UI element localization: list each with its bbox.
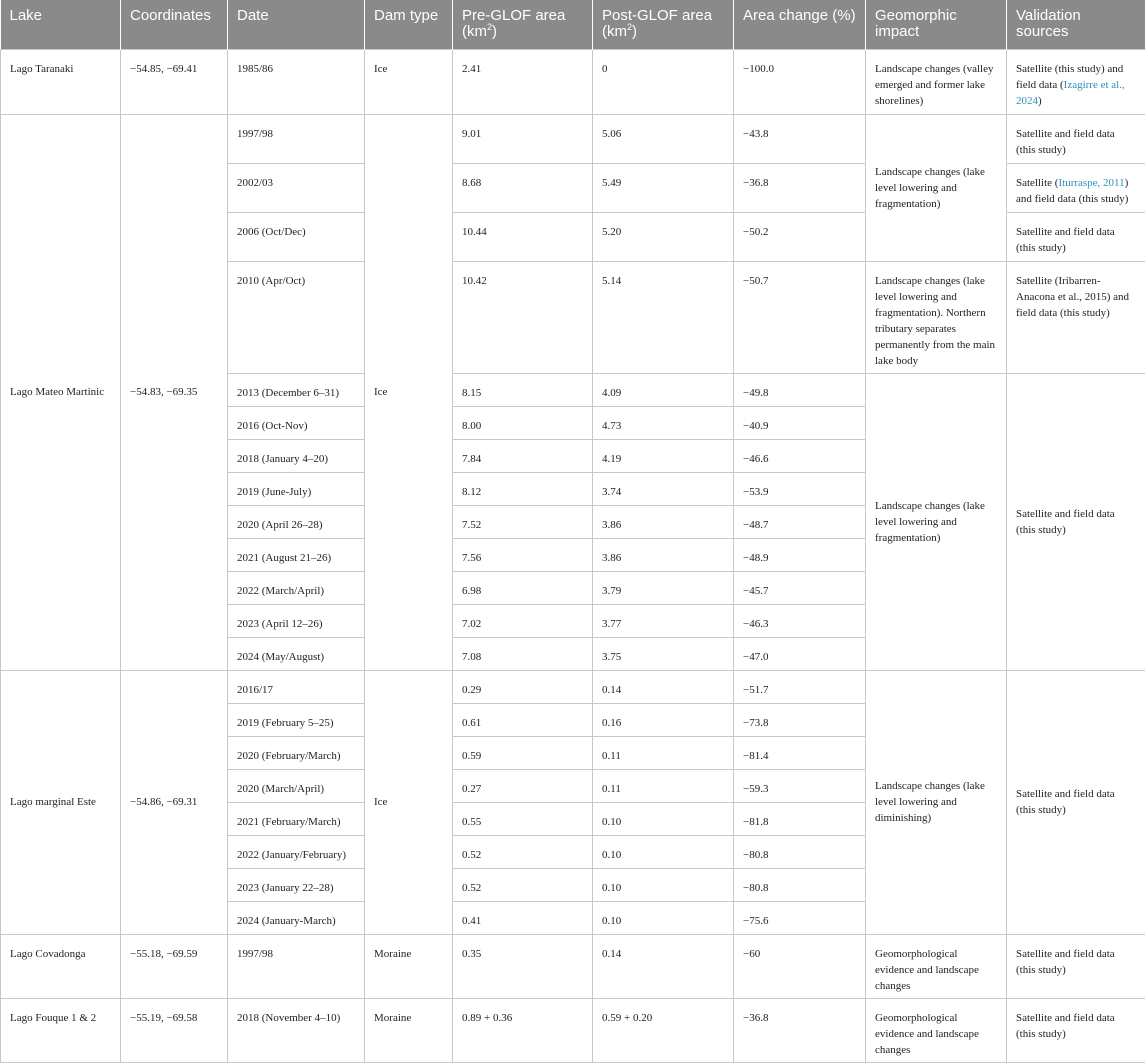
pre-area: 10.42 (453, 261, 593, 373)
validation-sources: Satellite and field data (this study) (1007, 114, 1145, 163)
pre-area: 6.98 (453, 571, 593, 604)
area-change: −48.7 (734, 505, 866, 538)
area-change: −100.0 (734, 49, 866, 114)
post-area: 3.74 (593, 472, 734, 505)
pre-area: 8.00 (453, 406, 593, 439)
pre-area: 0.55 (453, 802, 593, 835)
area-change: −59.3 (734, 769, 866, 802)
pre-area: 0.89 + 0.36 (453, 998, 593, 1062)
dam-type: Moraine (365, 934, 453, 998)
pre-area: 8.68 (453, 163, 593, 212)
date: 2016 (Oct-Nov) (228, 406, 365, 439)
dam-type: Ice (365, 670, 453, 934)
area-change: −80.8 (734, 868, 866, 901)
paren: ) (632, 23, 637, 40)
lake-name: Lago Mateo Martinic (1, 114, 121, 670)
date: 2023 (April 12–26) (228, 604, 365, 637)
coordinates: −55.18, −69.59 (121, 934, 228, 998)
date: 2022 (March/April) (228, 571, 365, 604)
area-change: −45.7 (734, 571, 866, 604)
post-area: 3.75 (593, 637, 734, 670)
geomorphic-impact: Geomorphological evidence and landscape changes (866, 934, 1007, 998)
pre-area: 0.59 (453, 736, 593, 769)
geomorphic-impact: Landscape changes (lake level lowering and diminishing) (866, 670, 1007, 934)
area-change: −51.7 (734, 670, 866, 703)
pre-area: 7.84 (453, 439, 593, 472)
header-post-glof-area (593, 0, 734, 49)
date: 2019 (February 5–25) (228, 703, 365, 736)
pre-area: 9.01 (453, 114, 593, 163)
citation-link[interactable]: Iturraspe, 2011 (1058, 177, 1124, 189)
pre-area: 0.41 (453, 901, 593, 934)
pre-area: 8.15 (453, 373, 593, 406)
date: 2018 (November 4–10) (228, 998, 365, 1062)
superscript: 2 (627, 22, 632, 32)
date: 2020 (February/March) (228, 736, 365, 769)
area-change: −36.8 (734, 163, 866, 212)
area-change: −46.3 (734, 604, 866, 637)
date: 2002/03 (228, 163, 365, 212)
lake-name: Lago marginal Este (1, 670, 121, 934)
validation-sources: Satellite and field data (this study) (1007, 934, 1145, 998)
date: 2019 (June-July) (228, 472, 365, 505)
pre-area: 7.02 (453, 604, 593, 637)
header-dam-type: Dam type (365, 0, 453, 49)
date: 1997/98 (228, 934, 365, 998)
date: 2006 (Oct/Dec) (228, 212, 365, 261)
area-change: −73.8 (734, 703, 866, 736)
dam-type: Moraine (365, 998, 453, 1062)
table-row (1, 114, 1145, 163)
validation-sources: Satellite and field data (this study) (1007, 373, 1145, 670)
validation-sources: Satellite and field data (this study) (1007, 998, 1145, 1062)
area-change: −53.9 (734, 472, 866, 505)
post-area: 0.10 (593, 901, 734, 934)
post-area: 3.79 (593, 571, 734, 604)
post-area: 0 (593, 49, 734, 114)
date: 2021 (February/March) (228, 802, 365, 835)
lake-name: Lago Covadonga (1, 934, 121, 998)
paren: ) (492, 23, 497, 40)
header-pre-text: Pre-GLOF area (km (462, 7, 565, 40)
date: 2024 (May/August) (228, 637, 365, 670)
date: 2023 (January 22–28) (228, 868, 365, 901)
date: 2020 (April 26–28) (228, 505, 365, 538)
pre-area: 0.35 (453, 934, 593, 998)
post-area: 5.14 (593, 261, 734, 373)
header-date: Date (228, 0, 365, 49)
dam-type: Ice (365, 49, 453, 114)
pre-area: 2.41 (453, 49, 593, 114)
header-geomorphic-impact: Geomorphic impact (866, 0, 1007, 49)
area-change: −80.8 (734, 835, 866, 868)
area-change: −36.8 (734, 998, 866, 1062)
pre-area: 0.29 (453, 670, 593, 703)
coordinates: −55.19, −69.58 (121, 998, 228, 1062)
table-row (1, 998, 1145, 1062)
post-area: 3.86 (593, 538, 734, 571)
pre-area: 0.61 (453, 703, 593, 736)
geomorphic-impact: Landscape changes (valley emerged and former lake shorelines) (866, 49, 1007, 114)
coordinates: −54.83, −69.35 (121, 114, 228, 670)
area-change: −50.7 (734, 261, 866, 373)
header-validation-sources: Validation sources (1007, 0, 1145, 49)
pre-area: 7.52 (453, 505, 593, 538)
post-area: 5.49 (593, 163, 734, 212)
post-area: 0.11 (593, 736, 734, 769)
geomorphic-impact: Geomorphological evidence and landscape changes (866, 998, 1007, 1062)
geomorphic-impact: Landscape changes (lake level lowering and fragmentation) (866, 114, 1007, 261)
date: 2022 (January/February) (228, 835, 365, 868)
header-post-text: Post-GLOF area (km (602, 7, 712, 40)
post-area: 0.14 (593, 934, 734, 998)
pre-area: 0.52 (453, 868, 593, 901)
citation-link[interactable]: Izagirre et al., 2024 (1016, 79, 1125, 107)
area-change: −48.9 (734, 538, 866, 571)
superscript: 2 (487, 22, 492, 32)
table-row (1, 49, 1145, 114)
post-area: 5.06 (593, 114, 734, 163)
post-area: 5.20 (593, 212, 734, 261)
table-row (1, 934, 1145, 998)
post-area: 3.86 (593, 505, 734, 538)
area-change: −40.9 (734, 406, 866, 439)
pre-area: 8.12 (453, 472, 593, 505)
validation-text: ) and field data (this study) (1016, 177, 1128, 205)
date: 2010 (Apr/Oct) (228, 261, 365, 373)
validation-sources: Satellite and field data (this study) (1007, 212, 1145, 261)
table-header (1, 0, 1145, 49)
post-area: 0.16 (593, 703, 734, 736)
lake-name: Lago Taranaki (1, 49, 121, 114)
pre-area: 0.27 (453, 769, 593, 802)
validation-text: ) (1038, 95, 1042, 107)
post-area: 0.59 + 0.20 (593, 998, 734, 1062)
post-area: 4.19 (593, 439, 734, 472)
coordinates: −54.85, −69.41 (121, 49, 228, 114)
post-area: 0.11 (593, 769, 734, 802)
pre-area: 7.56 (453, 538, 593, 571)
area-change: −81.4 (734, 736, 866, 769)
validation-sources (1007, 163, 1145, 212)
date: 2018 (January 4–20) (228, 439, 365, 472)
post-area: 4.73 (593, 406, 734, 439)
coordinates: −54.86, −69.31 (121, 670, 228, 934)
header-pre-glof-area (453, 0, 593, 49)
header-area-change: Area change (%) (734, 0, 866, 49)
validation-text: Satellite (this study) and field data ( (1016, 63, 1123, 91)
area-change: −60 (734, 934, 866, 998)
date: 2013 (December 6–31) (228, 373, 365, 406)
lake-name: Lago Fouque 1 & 2 (1, 998, 121, 1062)
table-body (1, 49, 1145, 1062)
post-area: 0.10 (593, 802, 734, 835)
date: 2021 (August 21–26) (228, 538, 365, 571)
date: 2024 (January-March) (228, 901, 365, 934)
table-row (1, 670, 1145, 703)
validation-sources: Satellite and field data (this study) (1007, 670, 1145, 934)
header-lake: Lake (1, 0, 121, 49)
header-row (1, 0, 1145, 49)
dam-type: Ice (365, 114, 453, 670)
pre-area: 10.44 (453, 212, 593, 261)
area-change: −75.6 (734, 901, 866, 934)
validation-sources: Satellite (Iribarren-Anacona et al., 2015) and field data (this study) (1007, 261, 1145, 373)
header-coordinates: Coordinates (121, 0, 228, 49)
geomorphic-impact: Landscape changes (lake level lowering and fragmentation). Northern tributary separates permanently from the main lake body (866, 261, 1007, 373)
date: 2020 (March/April) (228, 769, 365, 802)
geomorphic-impact: Landscape changes (lake level lowering and fragmentation) (866, 373, 1007, 670)
post-area: 3.77 (593, 604, 734, 637)
post-area: 4.09 (593, 373, 734, 406)
validation-text: Satellite ( (1016, 177, 1058, 189)
area-change: −43.8 (734, 114, 866, 163)
post-area: 0.10 (593, 835, 734, 868)
area-change: −49.8 (734, 373, 866, 406)
post-area: 0.10 (593, 868, 734, 901)
area-change: −47.0 (734, 637, 866, 670)
date: 1997/98 (228, 114, 365, 163)
pre-area: 7.08 (453, 637, 593, 670)
date: 2016/17 (228, 670, 365, 703)
area-change: −81.8 (734, 802, 866, 835)
area-change: −46.6 (734, 439, 866, 472)
post-area: 0.14 (593, 670, 734, 703)
date: 1985/86 (228, 49, 365, 114)
validation-sources (1007, 49, 1145, 114)
pre-area: 0.52 (453, 835, 593, 868)
area-change: −50.2 (734, 212, 866, 261)
